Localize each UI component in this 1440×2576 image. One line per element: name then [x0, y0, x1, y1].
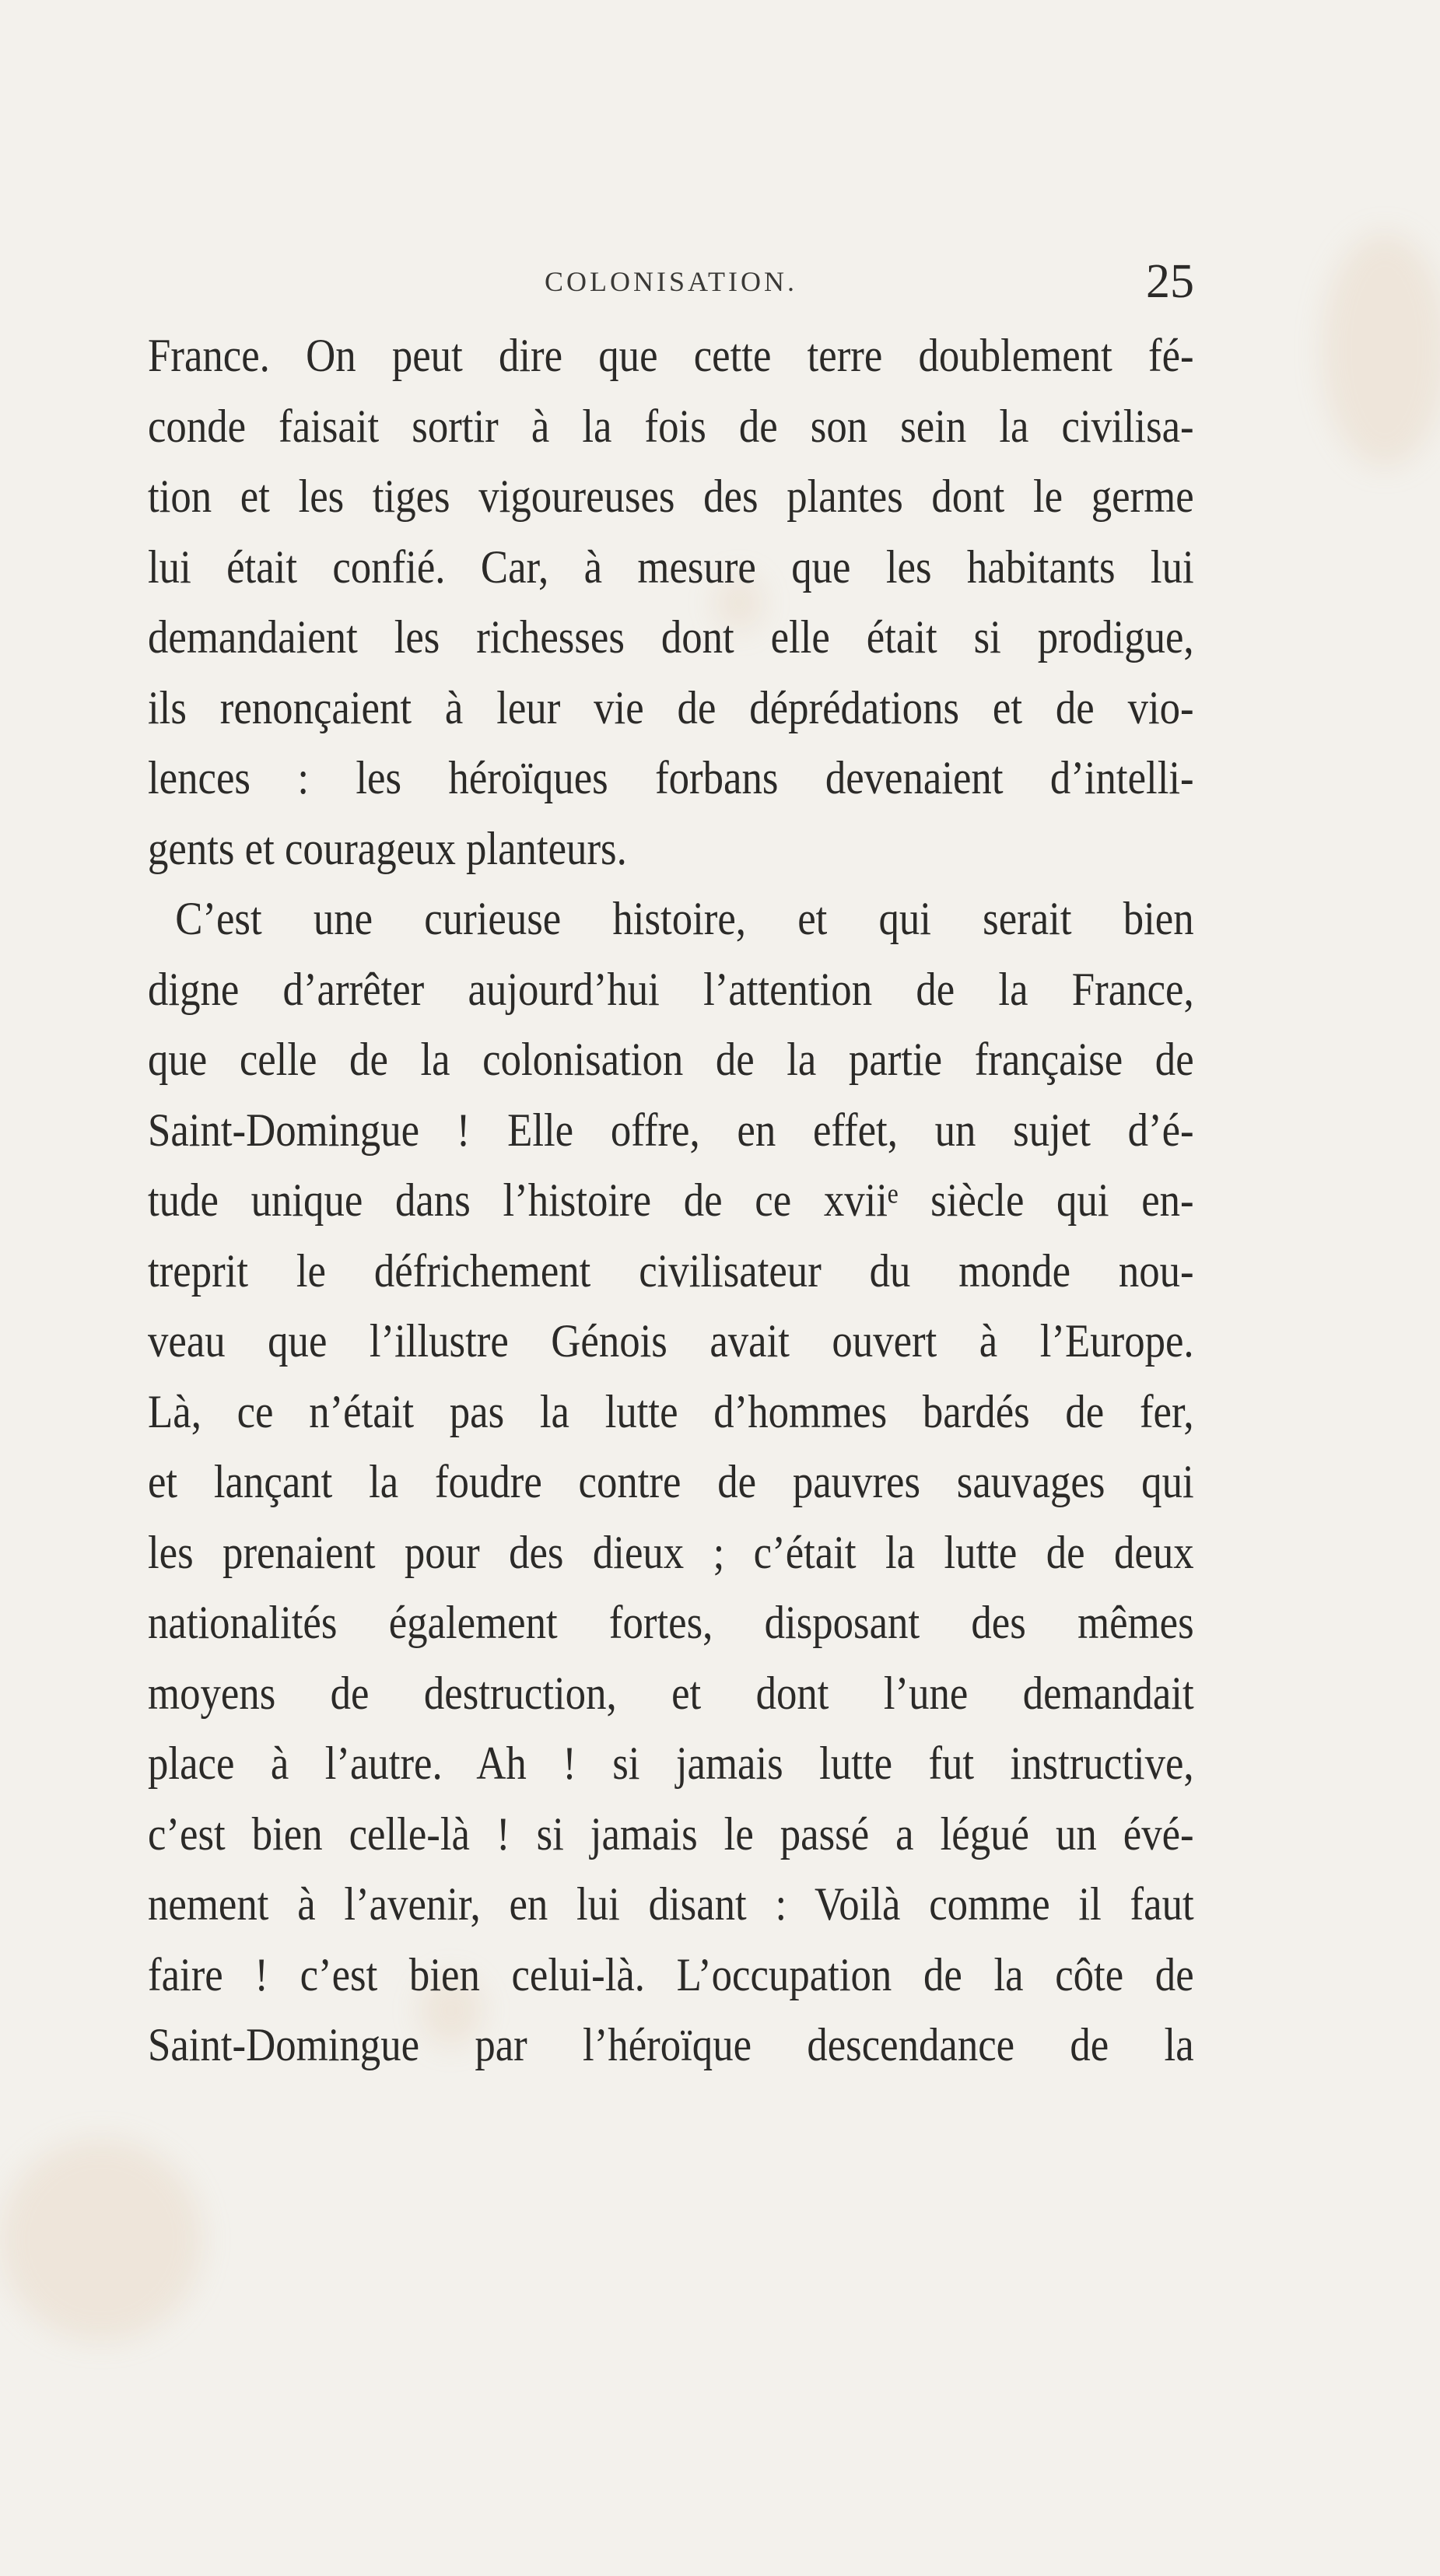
text-line: Saint-Domingue ! Elle offre, en effet, un sujet d’é- [148, 1104, 1194, 1156]
text-line: veau que l’illustre Génois avait ouvert à l’Europe. [148, 1315, 1194, 1367]
text-line: tion et les tiges vigoureuses des plantes dont le germe [148, 471, 1194, 522]
text-line: Saint-Domingue par l’héroïque descendance de la [148, 2019, 1194, 2070]
text-line: ils renonçaient à leur vie de déprédations et de vio- [148, 681, 1194, 733]
text-line: que celle de la colonisation de la partie française de [148, 1034, 1194, 1085]
running-title: COLONISATION. [545, 266, 797, 297]
text-line: gents et courageux planteurs. [148, 822, 627, 874]
text-line: nement à l’avenir, en lui disant : Voilà comme il faut [148, 1878, 1194, 1930]
text-line: France. On peut dire que cette terre doublement fé- [148, 330, 1194, 381]
text-line: conde faisait sortir à la fois de son sein la civilisa- [148, 400, 1194, 452]
body-text [148, 320, 1194, 2081]
page-number: 25 [1146, 255, 1194, 308]
text-line: faire ! c’est bien celui-là. L’occupation de la côte de [148, 1948, 1194, 2000]
text-line: tude unique dans l’histoire de ce xviiᵉ siècle qui en- [148, 1174, 1194, 1226]
paper-stain [1323, 233, 1440, 467]
text-line: moyens de destruction, et dont l’une demandait [148, 1667, 1194, 1719]
text-line: les prenaient pour des dieux ; c’était la lutte de deux [148, 1526, 1194, 1578]
text-line: Là, ce n’était pas la lutte d’hommes bardés de fer, [148, 1385, 1194, 1437]
paper-stain [0, 2139, 202, 2341]
text-line: demandaient les richesses dont elle était si prodigue, [148, 611, 1194, 663]
text-line: et lançant la foudre contre de pauvres sauvages qui [148, 1456, 1194, 1507]
text-line: lences : les héroïques forbans devenaient d’intelli- [148, 752, 1194, 803]
text-line: digne d’arrêter aujourd’hui l’attention de la France, [148, 963, 1194, 1015]
text-line: c’est bien celle-là ! si jamais le passé a légué un évé- [148, 1808, 1194, 1860]
page-header [148, 255, 1194, 308]
text-line: treprit le défrichement civilisateur du monde nou- [148, 1244, 1194, 1297]
text-line: nationalités également fortes, disposant des mêmes [148, 1597, 1194, 1648]
text-line: C’est une curieuse histoire, et qui serait bien [175, 893, 1194, 944]
text-line: place à l’autre. Ah ! si jamais lutte fut instructive, [148, 1738, 1194, 1789]
text-line: lui était confié. Car, à mesure que les habitants lui [148, 541, 1194, 593]
